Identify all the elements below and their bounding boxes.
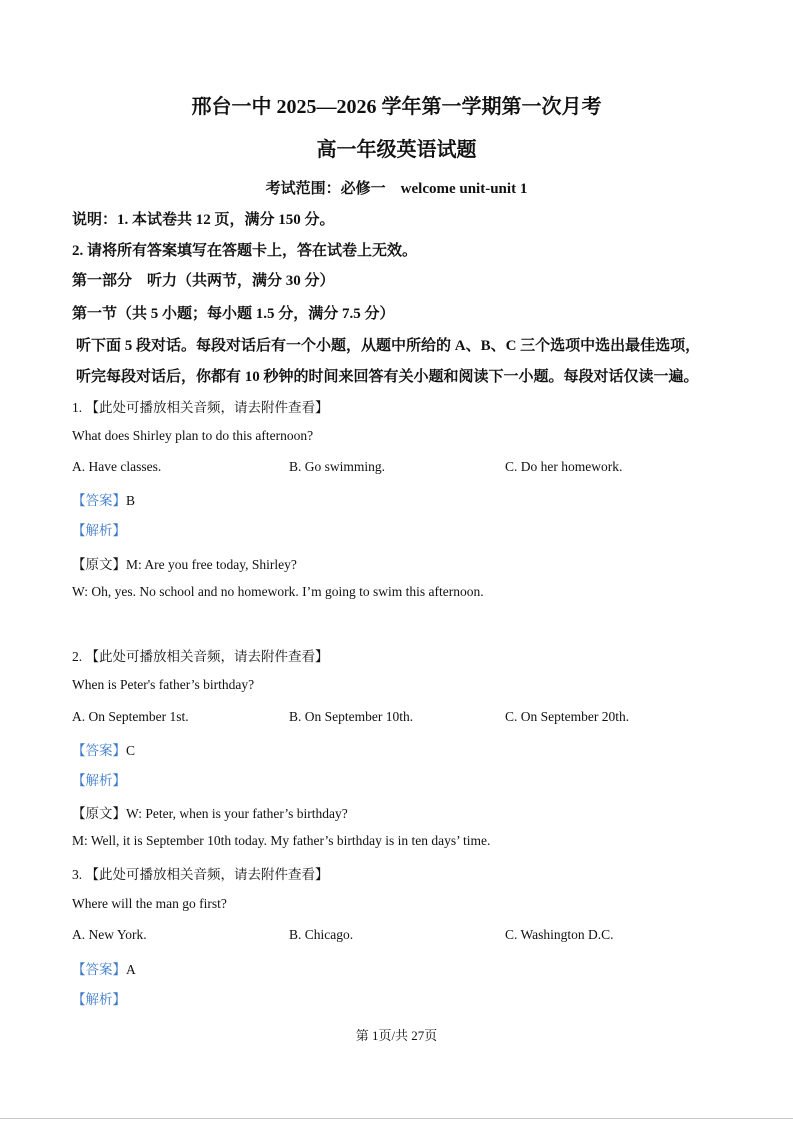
- original-label: 【原文】: [72, 806, 126, 821]
- answer-value: A: [126, 962, 136, 977]
- option-a: A. On September 1st.: [72, 709, 189, 724]
- option-b: B. On September 10th.: [289, 709, 414, 724]
- transcript-line-1: [72, 553, 297, 573]
- transcript-line-2: M: Well, it is September 10th today. My father’s birthday is in ten days’ time.: [72, 833, 491, 848]
- original-label: 【原文】: [72, 557, 126, 572]
- instruction-line-1: 听下面 5 段对话。每段对话后有一个小题，从题中所给的 A、B、C 三个选项中选出最佳选项，: [76, 338, 701, 354]
- answer-label: 【答案】: [72, 743, 126, 758]
- answer-value: B: [126, 493, 136, 508]
- transcript-text: W: Peter, when is your father’s birthday?: [126, 806, 348, 821]
- answer-value: C: [126, 743, 136, 758]
- answer-line: [72, 739, 135, 759]
- part-heading: 第一部分 听力（共两节，满分 30 分）: [72, 273, 335, 289]
- analysis-label: 【解析】: [72, 773, 126, 788]
- answer-line: [72, 489, 135, 509]
- option-b: B. Go swimming.: [289, 459, 386, 474]
- note-2: 2. 请将所有答案填写在答题卡上，答在试卷上无效。: [72, 243, 418, 259]
- option-c: C. On September 20th.: [505, 709, 630, 724]
- exam-title: 邢台一中 2025—2026 学年第一学期第一次月考: [191, 96, 602, 118]
- transcript-line-2: W: Oh, yes. No school and no homework. I’m going to swim this afternoon.: [72, 584, 484, 599]
- question-header: 3. 【此处可播放相关音频，请去附件查看】: [72, 867, 329, 882]
- transcript-text: M: Are you free today, Shirley?: [126, 557, 297, 572]
- question-header: 1. 【此处可播放相关音频，请去附件查看】: [72, 400, 329, 415]
- answer-line: [72, 958, 136, 978]
- question-stem: When is Peter's father’s birthday?: [72, 677, 255, 692]
- note-1: 说明：1. 本试卷共 12 页，满分 150 分。: [72, 212, 335, 228]
- exam-subtitle: 高一年级英语试题: [316, 139, 477, 161]
- question-stem: What does Shirley plan to do this afternoon?: [72, 428, 314, 443]
- answer-label: 【答案】: [72, 493, 126, 508]
- analysis-label: 【解析】: [72, 992, 126, 1007]
- option-a: A. New York.: [72, 927, 147, 942]
- question-header: 2. 【此处可播放相关音频，请去附件查看】: [72, 649, 329, 664]
- option-a: A. Have classes.: [72, 459, 162, 474]
- exam-scope: 考试范围：必修一 welcome unit-unit 1: [265, 181, 528, 197]
- analysis-label: 【解析】: [72, 523, 126, 538]
- section-heading: 第一节（共 5 小题；每小题 1.5 分，满分 7.5 分）: [72, 306, 395, 322]
- page-number: 第 1页/共 27页: [355, 1028, 438, 1043]
- answer-label: 【答案】: [72, 962, 126, 977]
- option-c: C. Washington D.C.: [505, 927, 614, 942]
- instruction-line-2: 听完每段对话后，你都有 10 秒钟的时间来回答有关小题和阅读下一小题。每段对话仅读一遍。: [76, 369, 699, 385]
- page-bottom-divider: [0, 1118, 793, 1119]
- option-c: C. Do her homework.: [505, 459, 623, 474]
- question-stem: Where will the man go first?: [72, 896, 227, 911]
- option-b: B. Chicago.: [289, 927, 354, 942]
- transcript-line-1: [72, 802, 348, 822]
